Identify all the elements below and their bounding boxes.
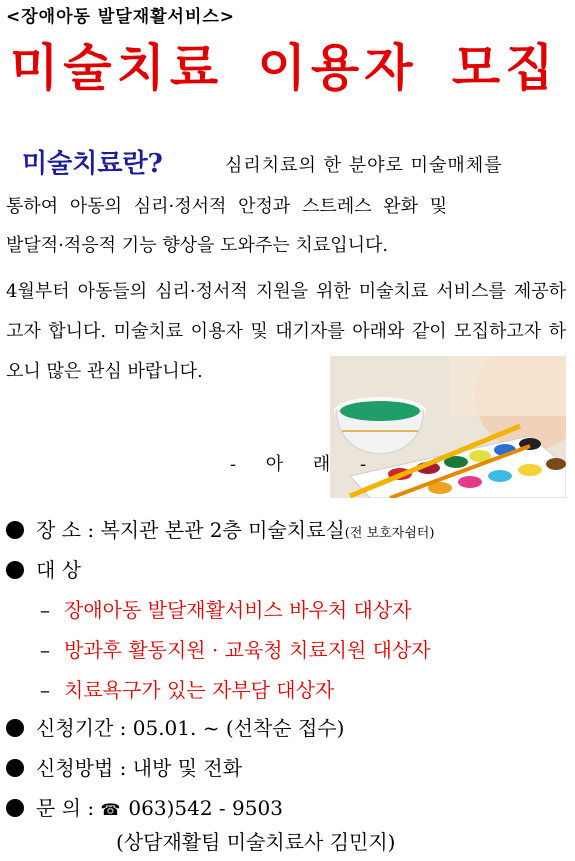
target-label: 대 상 — [36, 558, 81, 582]
bullet-icon — [6, 719, 24, 737]
target-text: 장애아동 발달재활서비스 바우처 대상자 — [64, 598, 412, 622]
target-item: – 치료욕구가 있는 자부담 대상자 — [40, 678, 335, 702]
target-text: 방과후 활동지원 · 교육청 치료지원 대상자 — [64, 638, 431, 662]
bullet-icon — [6, 521, 24, 539]
intro-line-3: 발달적·적응적 기능 향상을 도와주는 치료입니다. — [6, 235, 389, 256]
contact-label: 문 의 : — [36, 796, 95, 820]
subtitle: <장애아동 발달재활서비스> — [6, 7, 236, 27]
page-title: 미술치료 이용자 모집 — [10, 39, 559, 97]
intro-term: 미술치료란? — [22, 149, 163, 179]
bullet-icon — [6, 561, 24, 579]
description-paragraph: 4월부터 아동들의 심리·정서적 지원을 위한 미술치료 서비스를 제공하고자 합니다. 미술치료 이용자 및 대기자를 아래와 같이 모집하고자 하오니 많은 관심 바랍니다. — [6, 281, 566, 382]
location-note: (전 보호자쉼터) — [344, 526, 435, 541]
paint-photo — [330, 356, 566, 498]
bullet-icon — [6, 759, 24, 777]
intro-line-1: 심리치료의 한 분야로 미술매체를 — [225, 155, 503, 176]
detail-target — [6, 554, 81, 583]
detail-method — [6, 752, 242, 781]
location-label: 장 소 : — [36, 518, 95, 542]
intro-line-2: 통하여 아동의 심리·정서적 안정과 스트레스 완화 및 — [6, 196, 448, 217]
detail-contact — [6, 792, 283, 821]
notice-heading: - 아 래 - — [230, 454, 379, 475]
target-item: – 장애아동 발달재활서비스 바우처 대상자 — [40, 598, 412, 622]
target-text: 치료욕구가 있는 자부담 대상자 — [64, 678, 335, 702]
telephone-icon: ☎ — [100, 800, 121, 819]
detail-period — [6, 712, 344, 741]
method-value: 내방 및 전화 — [132, 756, 243, 780]
contact-phone: 063)542 - 9503 — [128, 796, 283, 820]
period-value: 05.01. ~ (선착순 접수) — [132, 716, 345, 740]
location-value: 복지관 본관 2층 미술치료실 — [100, 518, 345, 542]
target-item: – 방과후 활동지원 · 교육청 치료지원 대상자 — [40, 638, 431, 662]
detail-location — [6, 514, 434, 543]
bullet-icon — [6, 799, 24, 817]
period-label: 신청기간 : — [36, 716, 127, 740]
contact-note: (상담재활팀 미술치료사 김민지) — [116, 830, 396, 854]
method-label: 신청방법 : — [36, 756, 127, 780]
